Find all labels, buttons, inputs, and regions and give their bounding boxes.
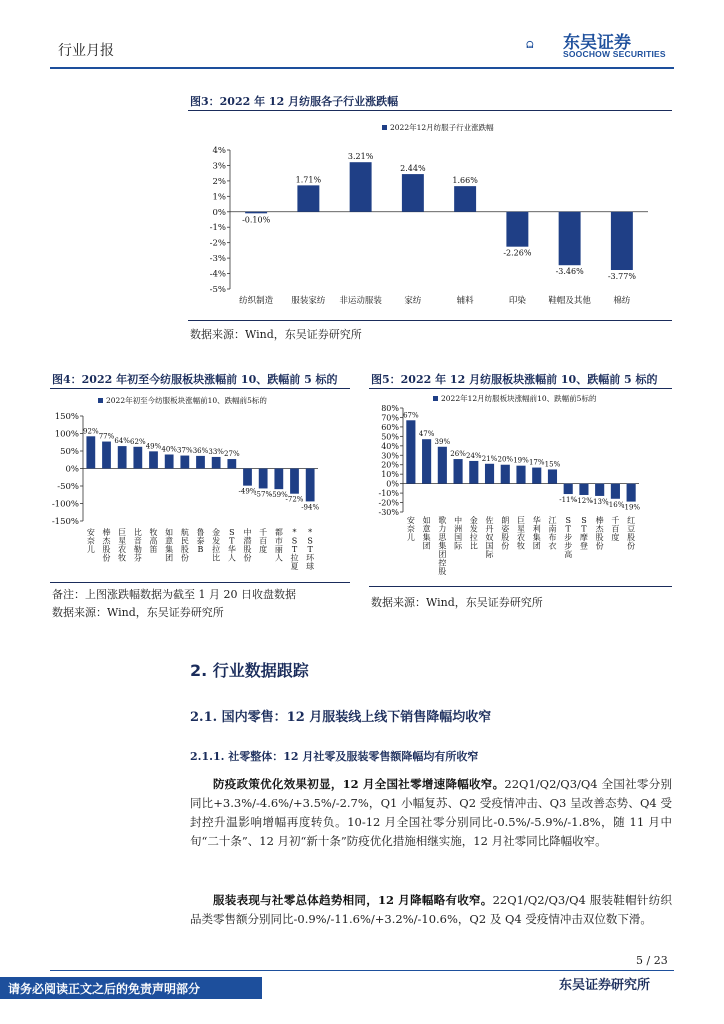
- y-tick-label: -100%: [51, 499, 79, 510]
- y-tick-label: 1%: [212, 192, 226, 203]
- bar: [506, 212, 528, 247]
- data-label: 40%: [161, 445, 177, 454]
- bar: [402, 174, 424, 212]
- bar: [86, 436, 95, 468]
- y-tick-label: 10%: [381, 470, 399, 480]
- category-label: 千百度: [611, 516, 620, 542]
- y-tick-label: 0%: [386, 479, 399, 489]
- data-label: -11%: [559, 496, 578, 505]
- bar: [149, 451, 158, 468]
- bar: [548, 469, 557, 483]
- footer-divider: [50, 970, 674, 971]
- logo-mark: SCS: [527, 46, 532, 49]
- bar: [227, 459, 236, 468]
- category-label: 棒杰股份: [595, 516, 604, 551]
- page-number: 5 / 23: [636, 954, 668, 967]
- category-label: 如意集团: [165, 528, 174, 563]
- data-label: -57%: [254, 490, 273, 499]
- category-label: S T 步步高: [564, 516, 573, 559]
- bar: [611, 484, 620, 499]
- paragraph-1: [190, 775, 672, 851]
- data-label: 39%: [434, 437, 451, 446]
- y-tick-label: -150%: [51, 517, 79, 527]
- bar: [102, 442, 111, 469]
- figure4-source: 数据来源：Wind，东吴证券研究所: [52, 606, 224, 619]
- data-label: -3.46%: [555, 267, 584, 277]
- data-label: 26%: [450, 450, 466, 459]
- section-heading-2-1: 2.1. 国内零售：12 月服装线上线下销售降幅均收窄: [190, 710, 492, 725]
- bar: [306, 469, 315, 502]
- figure5-title: 图5：2022 年 12 月纺服板块涨幅前 10、跌幅前 5 标的: [371, 373, 658, 386]
- category-label: 非运动服装: [339, 296, 382, 306]
- y-tick-label: 40%: [381, 441, 399, 451]
- figure3-title: 图3：2022 年 12 月纺服各子行业涨跌幅: [190, 95, 399, 108]
- figure4-chart: [50, 392, 350, 578]
- data-label: 62%: [130, 437, 146, 446]
- category-label: 安奈儿: [86, 528, 95, 554]
- y-tick-label: 100%: [54, 429, 79, 440]
- figure3-chart: [188, 114, 672, 318]
- y-tick-label: -1%: [209, 223, 226, 234]
- data-label: 19%: [513, 456, 529, 465]
- category-label: 金发拉比: [469, 516, 478, 551]
- legend-label: 2022年12月纺服板块涨幅前10、跌幅前5标的: [441, 394, 597, 403]
- category-label: 安奈儿: [406, 516, 415, 542]
- category-label: 棉纺: [613, 296, 631, 306]
- data-label: 1.66%: [452, 176, 478, 186]
- data-label: -72%: [285, 495, 304, 504]
- category-label: 牧高笛: [149, 528, 158, 554]
- figure5-chart: [369, 392, 672, 586]
- category-label: 如意集团: [422, 516, 431, 551]
- category-label: S T 摩登: [579, 516, 588, 551]
- bar: [485, 464, 494, 484]
- figure5-source: 数据来源：Wind，东吴证券研究所: [371, 596, 543, 609]
- y-tick-label: 3%: [212, 161, 226, 172]
- bar: [438, 447, 447, 484]
- bar: [454, 186, 476, 212]
- data-label: 17%: [528, 458, 545, 467]
- paragraph-2-body: 22Q1/Q2/Q3/Q4 服装鞋帽针纺织品类零售额分别同比-0.9%/-11.6%/+3.2%/-10.6%，Q2 及 Q4 受疫情冲击双位数下滑。: [190, 893, 672, 926]
- category-label: 中潜股份: [243, 528, 252, 563]
- bar: [350, 162, 372, 212]
- figure5-bottom-rule: [369, 586, 672, 587]
- legend-label: 2022年初至今纺服板块涨幅前10、跌幅前5标的: [106, 396, 267, 405]
- category-label: 家纺: [404, 296, 422, 306]
- bar: [212, 457, 221, 469]
- bar: [559, 212, 581, 265]
- y-tick-label: -4%: [209, 269, 226, 280]
- bar: [627, 484, 636, 502]
- data-label: -3.77%: [607, 272, 636, 282]
- category-label: 印染: [508, 296, 526, 306]
- data-label: 67%: [403, 411, 419, 420]
- bar: [611, 212, 633, 270]
- data-label: 1.71%: [295, 175, 322, 185]
- y-tick-label: 50%: [381, 432, 399, 442]
- bar: [196, 456, 205, 469]
- report-type: 行业月报: [58, 43, 114, 59]
- bar: [469, 461, 478, 484]
- data-label: 49%: [145, 442, 162, 451]
- bar: [501, 465, 510, 484]
- category-label: 中洲国际: [454, 516, 463, 551]
- category-label: 辅料: [456, 296, 474, 306]
- logo-name-en: SOOCHOW SECURITIES: [563, 49, 666, 59]
- data-label: 36%: [192, 446, 209, 455]
- bar: [579, 484, 588, 495]
- bar: [274, 469, 283, 490]
- paragraph-1-body: 22Q1/Q2/Q3/Q4 全国社零分别同比+3.3%/-4.6%/+3.5%/-2.7%，Q1 小幅复苏、Q2 受疫情冲击、Q3 呈改善态势、Q4 受封控升温影响增幅再度转负。10-12 月全国社零分别同比-0.5%/-5.9%/-1.8%，随 11 月中旬“二十条”、12 月初“新十条”防疫优化措施相继实施，12 月社零同比降幅收窄。: [190, 777, 672, 848]
- category-label: 都市丽人: [274, 528, 283, 563]
- bar: [532, 468, 541, 484]
- category-label: S T 华人: [227, 528, 236, 563]
- figure4-note: 备注：上图涨跌幅数据为截至 1 月 20 日收盘数据: [52, 588, 296, 601]
- category-label: 华利集团: [532, 516, 541, 551]
- y-tick-label: -10%: [378, 489, 399, 499]
- y-tick-label: 30%: [381, 451, 399, 461]
- category-label: 棒杰股份: [102, 528, 111, 563]
- data-label: 27%: [224, 450, 240, 459]
- bar: [406, 420, 415, 483]
- paragraph-1-lead: 防疫政策优化效果初显，12 月全国社零增速降幅收窄。: [213, 777, 505, 791]
- data-label: 33%: [208, 447, 224, 456]
- paragraph-2-lead: 服装表现与社零总体趋势相同，12 月降幅略有收窄。: [213, 893, 493, 907]
- data-label: -13%: [590, 497, 609, 506]
- section-heading-2-1-1: 2.1.1. 社零整体：12 月社零及服装零售额降幅均有所收窄: [190, 750, 479, 763]
- bar: [422, 439, 431, 483]
- legend-swatch: [382, 125, 387, 130]
- data-label: 3.21%: [347, 152, 374, 162]
- data-label: 20%: [497, 455, 514, 464]
- paragraph-2: [190, 891, 672, 929]
- y-tick-label: 150%: [54, 412, 79, 422]
- header-divider: [50, 67, 674, 69]
- data-label: 15%: [544, 460, 561, 469]
- category-label: 鲁泰 B: [196, 528, 205, 554]
- bar: [297, 185, 319, 211]
- bar: [245, 212, 267, 214]
- bar: [243, 469, 252, 486]
- bar: [133, 447, 142, 469]
- y-tick-label: -30%: [378, 508, 399, 517]
- logo-name-cn: 东吴证券: [563, 33, 631, 53]
- figure3-bottom-rule: [188, 320, 672, 321]
- y-tick-label: 0%: [212, 207, 226, 218]
- category-label: 红豆股份: [627, 516, 636, 551]
- data-label: 21%: [481, 454, 498, 463]
- data-label: -94%: [301, 503, 320, 512]
- y-tick-label: 50%: [60, 447, 79, 457]
- legend-label: 2022年12月纺服子行业涨跌幅: [390, 123, 494, 132]
- data-label: 64%: [114, 437, 130, 446]
- category-label: 江南布衣: [548, 516, 557, 551]
- category-label: 佐丹奴国际: [485, 516, 494, 559]
- data-label: 37%: [177, 446, 193, 455]
- bar: [595, 484, 604, 496]
- y-tick-label: -5%: [209, 285, 226, 295]
- category-label: 服装家纺: [291, 296, 326, 306]
- y-tick-label: -3%: [209, 254, 226, 265]
- y-tick-label: 2%: [212, 176, 226, 187]
- category-label: 纺织制造: [239, 296, 274, 306]
- data-label: -0.10%: [242, 215, 271, 225]
- y-tick-label: -2%: [209, 238, 226, 249]
- legend-swatch: [433, 396, 438, 401]
- y-tick-label: 4%: [212, 146, 226, 156]
- category-label: 歌力思集团控股: [438, 516, 447, 576]
- data-label: 47%: [418, 430, 435, 439]
- y-tick-label: -50%: [57, 482, 79, 492]
- bar: [180, 456, 189, 469]
- category-label: 鞋帽及其他: [548, 296, 591, 306]
- y-tick-label: 20%: [381, 460, 399, 470]
- data-label: 92%: [83, 427, 99, 436]
- bar: [290, 469, 299, 494]
- y-tick-label: 80%: [381, 404, 399, 413]
- bar: [165, 455, 174, 469]
- figure5-top-rule: [369, 388, 672, 389]
- category-label: * S T 拉夏: [290, 528, 299, 571]
- bar: [454, 459, 463, 484]
- figure3-source: 数据来源：Wind，东吴证券研究所: [190, 328, 362, 341]
- category-label: 千百度: [259, 528, 268, 554]
- data-label: -59%: [269, 491, 288, 500]
- data-label: -2.26%: [503, 248, 532, 258]
- figure4-bottom-rule: [50, 582, 350, 583]
- figure3-top-rule: [188, 110, 672, 111]
- bar: [516, 466, 525, 484]
- footer-org: 东吴证券研究所: [559, 978, 651, 993]
- category-label: 比音勒芬: [133, 528, 142, 563]
- data-label: 24%: [466, 451, 482, 460]
- category-label: 巨星农牧: [118, 528, 127, 563]
- data-label: 77%: [98, 432, 115, 441]
- y-tick-label: 70%: [381, 413, 399, 423]
- bar: [564, 484, 573, 494]
- category-label: * S T 环球: [306, 528, 315, 571]
- bar: [259, 469, 268, 489]
- section-heading-2: 2. 行业数据跟踪: [190, 661, 309, 680]
- y-tick-label: 0%: [65, 464, 79, 475]
- category-label: 金发拉比: [212, 528, 221, 563]
- disclaimer-banner: 请务必阅读正文之后的免责声明部分: [0, 977, 262, 999]
- y-tick-label: 60%: [381, 422, 399, 432]
- data-label: -16%: [606, 500, 625, 509]
- data-label: -12%: [574, 496, 593, 505]
- figure4-top-rule: [50, 388, 350, 389]
- legend-swatch: [98, 398, 103, 403]
- bar: [118, 446, 127, 468]
- category-label: 巨星农牧: [517, 516, 525, 551]
- category-label: 朗姿股份: [501, 516, 510, 551]
- figure4-title: 图4：2022 年初至今纺服板块涨幅前 10、跌幅前 5 标的: [52, 373, 338, 386]
- y-tick-label: -20%: [378, 498, 399, 508]
- data-label: -19%: [622, 503, 641, 512]
- soochow-logo-icon: [526, 27, 560, 63]
- data-label: -49%: [238, 487, 257, 496]
- data-label: 2.44%: [400, 164, 426, 174]
- category-label: 航民股份: [180, 528, 189, 563]
